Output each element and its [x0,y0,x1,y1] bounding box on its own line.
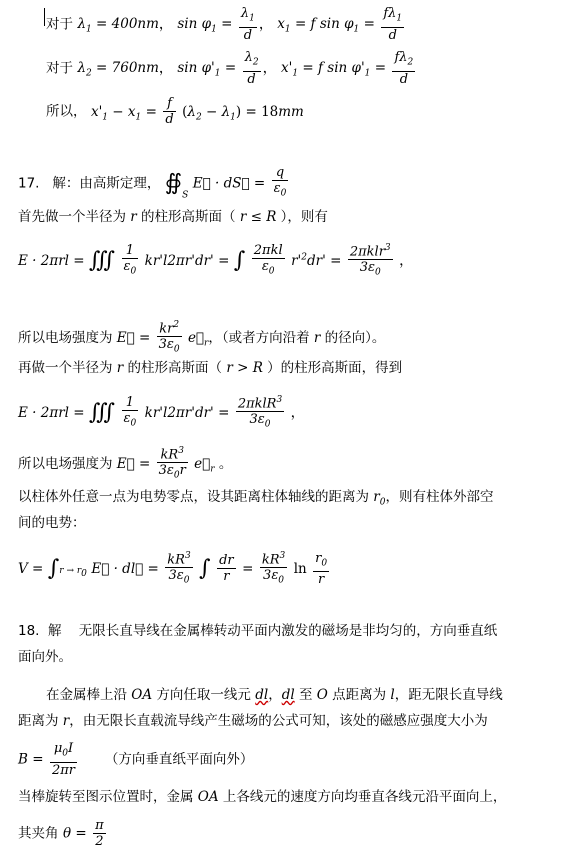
eq-outside: E · 2πrl = ∭ $\frac{1}{\varepsilon_0}$ kr'l2πr'dr' = $\frac{2\pi klR^3}{3\varepsilon_0}$ ， [18,394,305,430]
line-potential-intro: 以柱体外任意一点为电势零点，设其距离柱体轴线的距离为 $r_0$，则有柱体外部空 [18,489,494,508]
text-cursor [44,8,45,26]
line-18-b: 面向外。 [18,649,72,665]
line-result: 所以， $x'_1 - x_1$ = $\frac{f}{d}$ $(\lambda_2 - \lambda_1) = 18mm$ [46,96,304,127]
line-18-g: 其夹角 θ = $\frac{\pi}{2}$ [18,818,104,849]
eq-field-B: B = $\frac{\mu_0I}{2\pi r}$ （方向垂直纸平面向外） [18,741,254,778]
line-field-outside: 所以电场强度为 E⃗ = $\frac{kR^3}{3\varepsilon_0r}$ $e⃗_r$ 。 [18,446,233,481]
line-18-d: 距离为 r，由无限长直载流导线产生磁场的公式可知，该处的磁感应强度大小为 [18,713,488,729]
line-gauss-inside: 首先做一个半径为 r 的柱形高斯面（ r ≤ R ），则有 [18,209,328,225]
line-lambda1: 对于 $\lambda_1 = 400nm$， $\sin \varphi_1$ = $\frac{\lambda_1}{d}$ ， $x_1 = f$ $\sin \varphi_1$ = $\frac{f\lambda_1}{d}$ [46,6,403,43]
line-potential-label: 间的电势： [18,515,86,531]
line-field-inside: 所以电场强度为 E⃗ = $\frac{kr^2}{3\varepsilon_0}$ $e⃗_r$，（或者方向沿着 r 的径向）。 [18,320,386,355]
problem-17-header: 17. 解：由高斯定理， $∯_S$ E⃗ · dS⃗ = $\frac{q}{\varepsilon_0}$ [18,165,287,201]
problem-18-header: 18. 解 无限长直导线在金属棒转动平面内激发的磁场是非均匀的，方向垂直纸 [18,623,498,639]
line-18-f: 当棒旋转至图示位置时，金属 OA 上各线元的速度方向均垂直各线元沿平面向上， [18,789,507,805]
line-18-c: 在金属棒上沿 OA 方向任取一线元 dl，dl 至 O 点距离为 l，距无限长直导线 [46,687,503,703]
eq-potential: $V = \int r \to r_0$ E⃗ · dl⃗ = $\frac{kR^3}{3\varepsilon_0}$ ∫ $\frac{dr}{r}$ = $\frac{kR^3}{3\varepsilon_0}$ ln $\frac{r_0}{r}$ [18,550,328,588]
eq-inside: E · 2πrl = ∭ $\frac{1}{\varepsilon_0}$ kr'l2πr'dr' = ∫ $\frac{\text{2πkl}}{\varepsilon_0}$ $r'^2dr'$ = $\frac{2\pi klr^3}{3\varepsilon_0}$ ， [18,242,414,278]
line-lambda2: 对于 $\lambda_2 = 760nm$， $\sin \varphi'_1$ = $\frac{\lambda_2}{d}$ ， $x'_1 = f$ $\sin \varphi'_1$ = $\frac{f\lambda_2}{d}$ [46,50,414,87]
line-gauss-outside: 再做一个半径为 r 的柱形高斯面（ r > R ）的柱形高斯面，得到 [18,360,403,376]
